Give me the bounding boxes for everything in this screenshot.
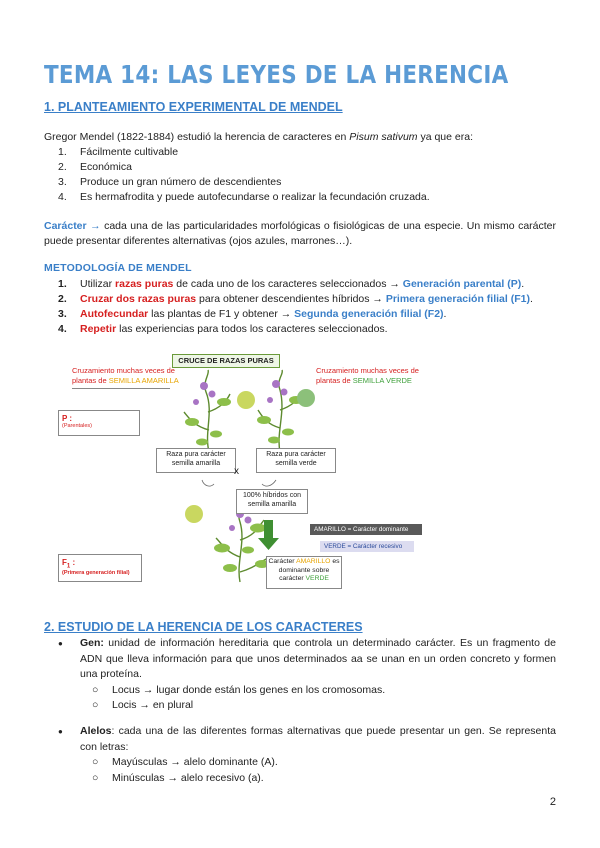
right-plant-icon <box>258 370 302 452</box>
list-item: ○ Minúsculas → alelo recesivo (a). <box>92 771 264 784</box>
page-title: TEMA 14: LAS LEYES DE LA HERENCIA <box>44 60 509 89</box>
gen-sublist <box>58 683 556 714</box>
species-name: Pisum sativum <box>349 131 418 143</box>
p-sub: (Parentales) <box>62 423 92 429</box>
list-item: ○ Mayúsculas → alelo dominante (A). <box>92 756 278 768</box>
alelos-item <box>58 724 556 786</box>
cross-symbol: x <box>234 466 239 477</box>
f1-label: $F_1$ : <box>62 558 76 570</box>
list-item: 4. Repetir las experiencias para todos los caracteres seleccionados. <box>58 323 388 335</box>
gen-term: Gen: <box>80 637 104 649</box>
reasons-list <box>58 145 430 205</box>
list-item: 2. Económica <box>58 161 132 173</box>
bullet-icon: ● <box>58 639 63 648</box>
list-item: 4. Es hermafrodita y puede autofecundarse o realizar la fecundación cruzada. <box>58 191 430 203</box>
mendel-cross-figure <box>44 352 439 587</box>
caracter-definition <box>44 219 556 249</box>
page-number: 2 <box>549 796 556 808</box>
section-1-heading: 1. PLANTEAMIENTO EXPERIMENTAL DE MENDEL <box>44 100 343 114</box>
alelos-term: Alelos <box>80 725 112 737</box>
intro-pre: Gregor Mendel (1822-1884) estudió la herencia de caracteres en <box>44 131 350 143</box>
recessive-legend: VERDE = Carácter recesivo <box>320 541 414 552</box>
alelos-sublist <box>58 755 556 786</box>
section-2-heading: 2. ESTUDIO DE LA HERENCIA DE LOS CARACTERES <box>44 620 363 634</box>
metodologia-heading: METODOLOGÍA DE MENDEL <box>44 262 192 274</box>
bullet-icon: ● <box>58 727 63 736</box>
list-item: 1. Fácilmente cultivable <box>58 146 179 158</box>
gen-def: unidad de información hereditaria que controla un determinado carácter. Es un fragmento de ADN que lleva información para que unos determinados aa se unan en un orden concreto y formen una proteína. <box>80 637 556 680</box>
intro-post: ya que era: <box>417 131 473 143</box>
list-item: 3. Produce un gran número de descendientes <box>58 176 282 188</box>
metodologia-steps <box>58 277 578 337</box>
list-item: ○ Locis → en plural <box>92 699 194 711</box>
pure-left-box: Raza pura carácter semilla amarilla <box>156 448 236 473</box>
result-box: Carácter AMARILLO es dominante sobre carácter VERDE <box>266 556 342 589</box>
figure-header: CRUCE DE RAZAS PURAS <box>172 354 280 368</box>
list-item: 2. Cruzar dos razas puras para obtener descendientes híbridos → Primera generación filial (F1). <box>58 293 533 305</box>
list-item: 3. Autofecundar las plantas de F1 y obtener → Segunda generación filial (F2). <box>58 308 447 320</box>
f1-sub: (Primera generación filial) <box>62 569 130 576</box>
p-label: P : <box>62 414 73 423</box>
f1-seed-icon <box>185 505 203 523</box>
gen-item <box>58 636 556 714</box>
list-item: ○ Locus → lugar donde están los genes en los cromosomas. <box>92 683 386 696</box>
yellow-seed-icon <box>237 391 255 409</box>
list-item: 1. Utilizar razas puras de cada uno de los caracteres seleccionados → Generación parental (P). <box>58 278 525 290</box>
left-plant-icon <box>184 370 230 452</box>
caracter-term: Carácter → <box>44 220 101 232</box>
green-seed-icon <box>297 389 315 407</box>
dominant-legend: AMARILLO = Carácter dominante <box>310 524 422 535</box>
hybrid-box: 100% híbridos con semilla amarilla <box>236 489 308 514</box>
intro-paragraph <box>44 130 556 145</box>
left-note: Cruzamiento muchas veces de plantas de SEMILLA AMARILLA <box>72 366 179 385</box>
right-note: Cruzamiento muchas veces de plantas de SEMILLA VERDE <box>316 366 419 385</box>
f1-box <box>58 554 142 582</box>
pure-right-box: Raza pura carácter semilla verde <box>256 448 336 473</box>
caracter-def: cada una de las particularidades morfológicas o fisiológicas de una especie. Un mismo carácter puede presentar diferentes alternativas (ojos azules, marrones…). <box>44 220 557 247</box>
alelos-def: : cada una de las diferentes formas alternativas que puede presentar un gen. Se representa con letras: <box>80 725 556 753</box>
